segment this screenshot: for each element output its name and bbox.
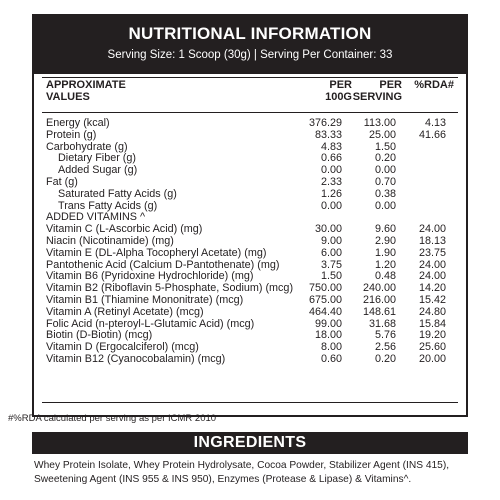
nutrient-rda: 24.00	[418, 258, 446, 271]
nutrient-per100g: 675.00	[308, 293, 342, 306]
nutrient-per100g: 0.00	[320, 199, 342, 212]
nutrient-name: Protein (g)	[46, 128, 97, 141]
nutrient-name: Vitamin C (L-Ascorbic Acid) (mg)	[46, 223, 203, 236]
nutrient-name: ADDED VITAMINS ^	[46, 211, 146, 224]
nutrient-name: Vitamin B6 (Pyridoxine Hydrochloride) (mg)	[46, 270, 254, 283]
nutrient-per-serving: 113.00	[363, 117, 396, 129]
nutrient-row	[34, 165, 466, 177]
nutrient-per100g: 750.00	[308, 282, 342, 295]
nutrient-rda: 23.75	[418, 246, 446, 259]
column-header-per-serving-line1: PER	[379, 79, 402, 91]
nutrient-row	[34, 307, 466, 319]
bottom-divider	[42, 402, 458, 403]
serving-info: Serving Size: 1 Scoop (30g) | Serving Per Container: 33	[107, 49, 393, 61]
nutrient-per-serving: 148.61	[362, 305, 396, 318]
nutrient-name: Vitamin A (Retinyl Acetate) (mcg)	[46, 305, 204, 318]
nutrient-per-serving: 0.00	[374, 199, 396, 212]
nutrient-row	[34, 295, 466, 307]
nutrient-per100g: 376.29	[308, 117, 342, 129]
ingredients-text: Whey Protein Isolate, Whey Protein Hydrolysate, Cocoa Powder, Stabilizer Agent (INS 415), Sweetening Agent (INS 955 & INS 950), Enzymes (Protease & Lipase) & Vitamins^.	[34, 460, 450, 485]
nutrient-name: Vitamin E (DL-Alpha Tocopheryl Acetate) (mg)	[46, 246, 267, 259]
nutrient-name: Vitamin B1 (Thiamine Mononitrate) (mcg)	[46, 293, 244, 306]
nutrient-per-serving: 216.00	[362, 293, 396, 306]
nutrient-row	[34, 248, 466, 260]
nutrient-rda: 15.42	[418, 293, 446, 306]
nutrient-rda: 20.00	[418, 352, 446, 365]
header-divider	[42, 112, 458, 113]
nutrient-rda: 14.20	[418, 282, 446, 295]
nutrient-rda: 24.00	[418, 270, 446, 283]
nutrition-facts-panel	[32, 14, 468, 417]
column-header-rda: %RDA#	[414, 79, 454, 91]
nutrient-per-serving: 31.68	[368, 317, 396, 330]
column-header-values-line2: VALUES	[46, 91, 90, 103]
nutrient-per-serving: 240.00	[362, 282, 396, 295]
rda-footnote: #%RDA calculated per serving as per ICMR 2010	[8, 413, 217, 424]
nutrient-per100g: 18.00	[314, 329, 342, 342]
nutrient-name: Vitamin B2 (Riboflavin 5-Phosphate, Sodium) (mcg)	[46, 282, 294, 295]
nutrient-per100g: 0.66	[320, 152, 342, 165]
nutrient-per-serving: 9.60	[374, 223, 396, 236]
nutrient-per100g: 30.00	[314, 223, 342, 236]
nutrient-per-serving: 0.70	[374, 175, 396, 188]
nutrient-name: Energy (kcal)	[46, 117, 110, 129]
nutrient-per100g: 9.00	[320, 234, 342, 247]
nutrient-table	[34, 118, 466, 366]
column-header-per100g	[292, 79, 352, 103]
nutrient-name: Folic Acid (n-pteroyl-L-Glutamic Acid) (mcg)	[46, 317, 255, 330]
nutrition-header	[34, 16, 466, 74]
nutrient-row	[34, 354, 466, 366]
nutrient-per100g: 2.33	[320, 175, 342, 188]
nutrient-rda: 24.00	[418, 223, 446, 236]
nutrient-per-serving: 0.48	[374, 270, 396, 283]
column-header-per100g-line2: 100G	[325, 91, 352, 103]
column-header-per100g-line1: PER	[329, 79, 352, 91]
nutrient-per-serving: 1.20	[374, 258, 396, 271]
nutrient-name: Carbohydrate (g)	[46, 140, 128, 153]
nutrient-per-serving: 1.50	[374, 140, 396, 153]
nutrient-per-serving: 0.38	[374, 187, 396, 200]
nutrient-rda: 19.20	[418, 329, 446, 342]
nutrient-row	[34, 236, 466, 248]
nutrient-row	[34, 118, 466, 130]
nutrient-name: Added Sugar (g)	[58, 164, 138, 177]
nutrient-name: Vitamin D (Ergocalciferol) (mcg)	[46, 341, 199, 354]
nutrient-per-serving: 0.20	[374, 352, 396, 365]
nutrient-row	[34, 189, 466, 201]
nutrient-name: Saturated Fatty Acids (g)	[58, 187, 177, 200]
nutrient-rda: 15.84	[418, 317, 446, 330]
nutrient-per-serving: 2.90	[374, 234, 396, 247]
nutrition-title: NUTRITIONAL INFORMATION	[128, 24, 372, 43]
nutrient-per-serving: 0.20	[374, 152, 396, 165]
nutrient-per-serving: 5.76	[374, 329, 396, 342]
column-header-values-line1: APPROXIMATE	[46, 79, 126, 91]
nutrient-rda: 18.13	[418, 234, 446, 247]
nutrient-per-serving: 1.90	[374, 246, 396, 259]
nutrient-name: Biotin (D-Biotin) (mcg)	[46, 329, 153, 342]
nutrient-per100g: 8.00	[320, 341, 342, 354]
nutrient-per100g: 83.33	[314, 128, 342, 141]
nutrient-per100g: 464.40	[308, 305, 342, 318]
nutrient-name: Vitamin B12 (Cyanocobalamin) (mcg)	[46, 352, 226, 365]
column-header-per-serving	[352, 79, 402, 103]
nutrient-rda: 25.60	[418, 341, 446, 354]
nutrient-per100g: 3.75	[320, 258, 342, 271]
nutrient-per100g: 4.83	[320, 140, 342, 153]
nutrient-per-serving: 25.00	[368, 128, 396, 141]
nutrient-row	[34, 177, 466, 189]
column-header-per-serving-line2: SERVING	[352, 91, 402, 103]
nutrient-per100g: 0.00	[320, 164, 342, 177]
column-header-values	[46, 79, 126, 103]
nutrient-per100g: 6.00	[320, 246, 342, 259]
nutrient-name: Pantothenic Acid (Calcium D-Pantothenate) (mg)	[46, 258, 280, 271]
nutrient-rda: 41.66	[418, 128, 446, 141]
nutrient-per100g: 1.26	[320, 187, 342, 200]
nutrient-per100g: 99.00	[314, 317, 342, 330]
nutrient-name: Dietary Fiber (g)	[58, 152, 136, 165]
nutrient-name: Fat (g)	[46, 175, 78, 188]
ingredients-header: INGREDIENTS	[32, 432, 468, 454]
nutrient-per-serving: 2.56	[374, 341, 396, 354]
nutrient-per-serving: 0.00	[374, 164, 396, 177]
nutrient-per100g: 0.60	[320, 352, 342, 365]
nutrient-per100g: 1.50	[320, 270, 342, 283]
nutrient-rda: 24.80	[418, 305, 446, 318]
top-divider	[42, 77, 458, 78]
nutrient-rda: 4.13	[424, 117, 446, 129]
nutrient-name: Trans Fatty Acids (g)	[58, 199, 158, 212]
nutrient-row	[34, 130, 466, 142]
nutrient-name: Niacin (Nicotinamide) (mg)	[46, 234, 174, 247]
